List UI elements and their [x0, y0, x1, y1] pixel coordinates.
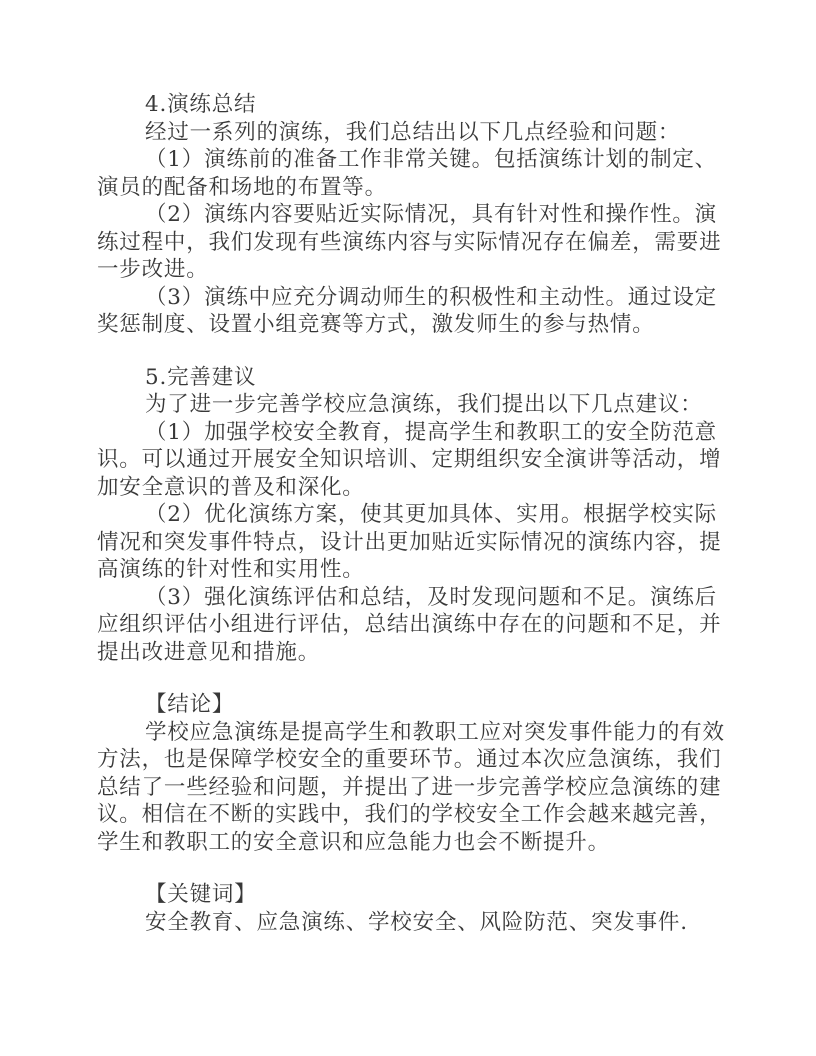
text-line: （3）演练中应充分调动师生的积极性和主动性。通过设定 [145, 284, 717, 310]
text-line: 议。相信在不断的实践中，我们的学校安全工作会越来越完善， [97, 802, 722, 827]
text-line: 加安全意识的普及和深化。 [97, 474, 365, 500]
text-line: 学校应急演练是提高学生和教职工应对突发事件能力的有效 [145, 719, 725, 745]
section-4-drill-summary [97, 91, 725, 339]
section-5-improvement-suggestions [97, 364, 725, 667]
keywords [97, 881, 725, 936]
text-line: 情况和突发事件特点，设计出更加贴近实际情况的演练内容，提 [97, 529, 722, 555]
text-line: 学生和教职工的安全意识和应急能力也会不断提升。 [97, 829, 610, 855]
text-line: （2）优化演练方案，使其更加具体、实用。根据学校实际 [145, 502, 717, 527]
text-line: 奖惩制度、设置小组竞赛等方式，激发师生的参与热情。 [97, 312, 655, 337]
text-line: 经过一系列的演练，我们总结出以下几点经验和问题： [145, 119, 681, 145]
text-line: 高演练的针对性和实用性。 [97, 557, 365, 582]
text-line: 为了进一步完善学校应急演练，我们提出以下几点建议： [145, 392, 703, 417]
text-line: 一步改进。 [97, 257, 209, 282]
text-line: （1）加强学校安全教育，提高学生和教职工的安全防范意 [145, 419, 717, 445]
text-line: （3）强化演练评估和总结，及时发现问题和不足。演练后 [145, 584, 717, 610]
text-line: （2）演练内容要贴近实际情况，具有针对性和操作性。演 [145, 202, 717, 227]
text-line: 总结了一些经验和问题，并提出了进一步完善学校应急演练的建 [97, 774, 722, 800]
text-line: 识。可以通过开展安全知识培训、定期组织安全演讲等活动，增 [97, 447, 722, 472]
text-line: 安全教育、应急演练、学校安全、风险防范、突发事件. [145, 909, 688, 935]
text-line: 方法，也是保障学校安全的重要环节。通过本次应急演练，我们 [97, 747, 722, 772]
conclusion [97, 691, 725, 856]
text-line: 提出改进意见和措施。 [97, 639, 321, 665]
text-line: 4.演练总结 [145, 92, 257, 117]
text-line: 【结论】 [145, 692, 235, 717]
text-line: 【关键词】 [145, 882, 257, 907]
text-line: （1）演练前的准备工作非常关键。包括演练计划的制定、 [145, 147, 717, 172]
text-line: 练过程中，我们发现有些演练内容与实际情况存在偏差，需要进 [97, 229, 722, 255]
text-line: 演员的配备和场地的布置等。 [97, 174, 387, 200]
text-line: 5.完善建议 [145, 364, 257, 390]
document-body [97, 91, 725, 936]
text-line: 应组织评估小组进行评估，总结出演练中存在的问题和不足，并 [97, 612, 722, 637]
